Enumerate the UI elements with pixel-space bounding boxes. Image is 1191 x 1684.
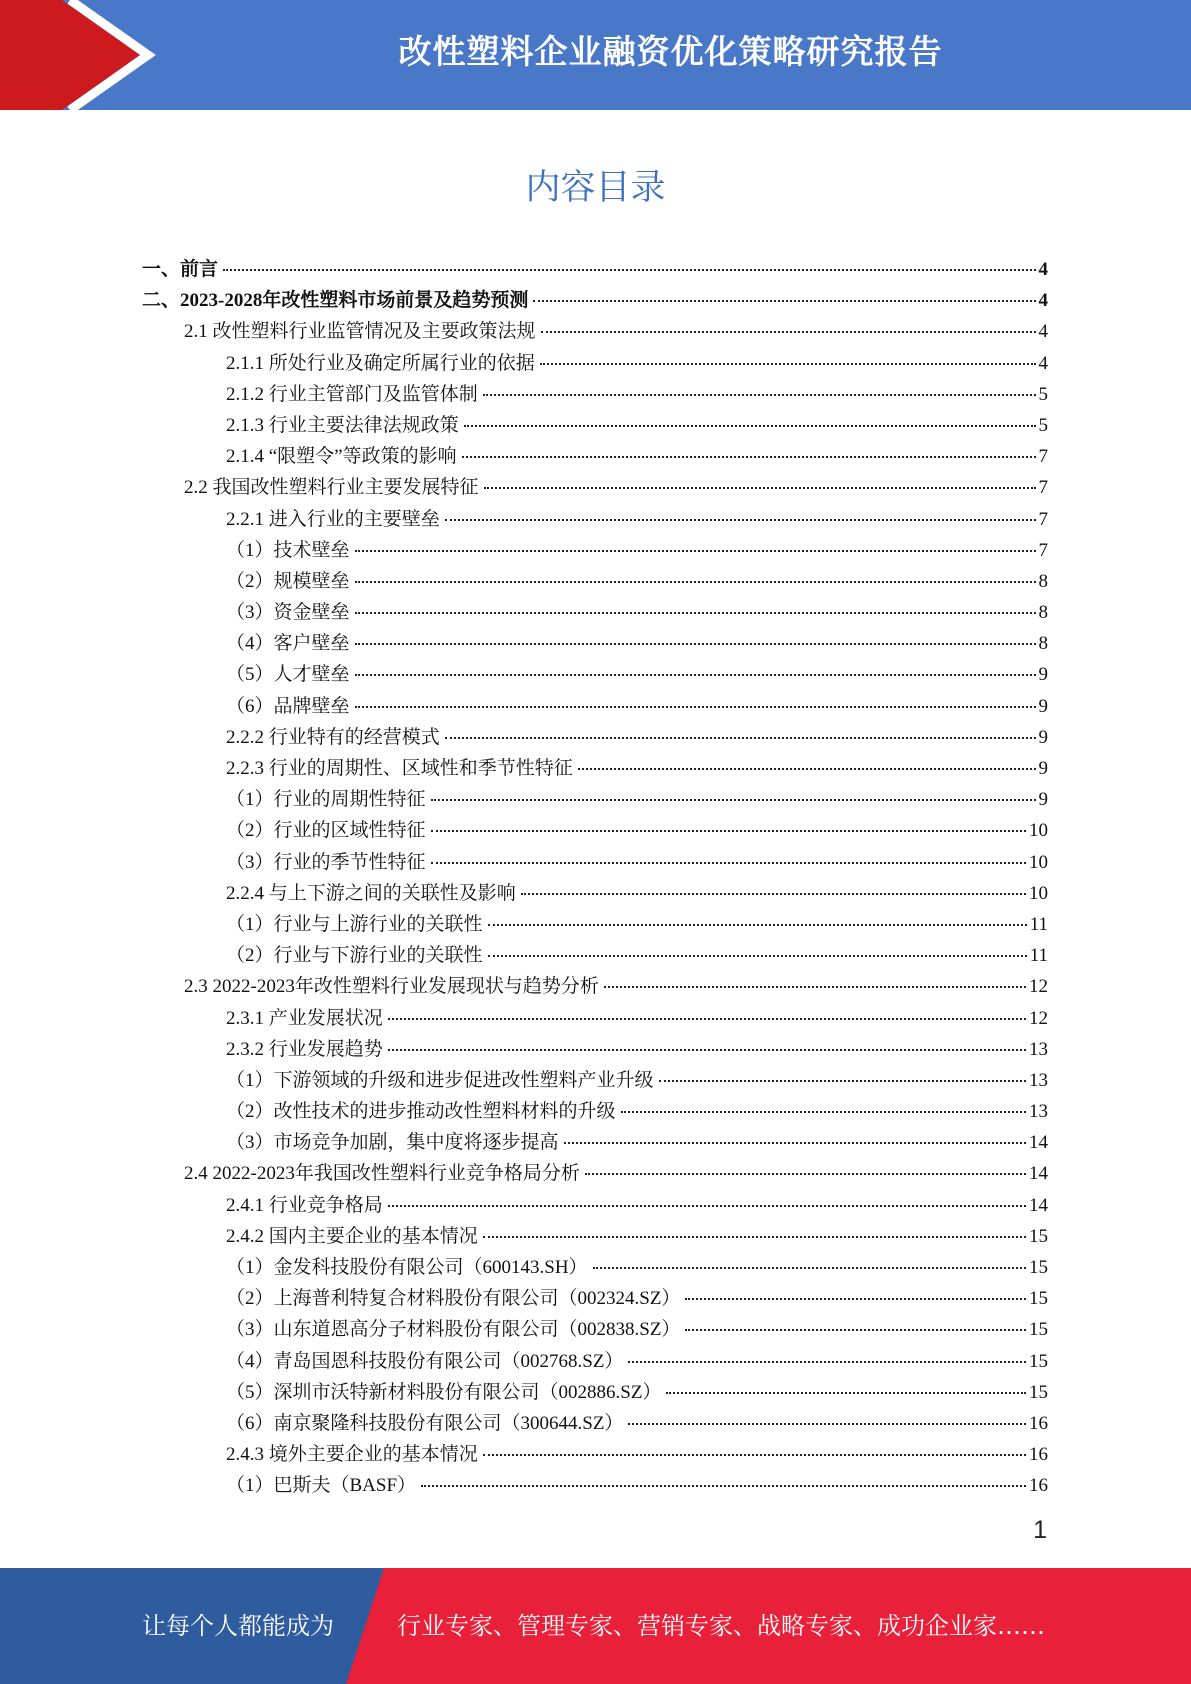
toc-entry-page: 13 [1029,1069,1048,1091]
toc-entry-title: （1）巴斯夫（BASF） [226,1475,417,1497]
toc-entry[interactable] [142,1314,1048,1345]
toc-entry-page: 16 [1029,1444,1048,1466]
toc-entry-page: 15 [1029,1225,1048,1247]
toc-entry-page: 10 [1029,820,1048,842]
toc-entry-page: 7 [1038,508,1048,530]
toc-entry[interactable] [142,316,1048,347]
toc-dot-leader [585,1173,1026,1175]
toc-entry-title: （3）行业的季节性特征 [226,851,426,873]
toc-entry-page: 7 [1038,446,1048,468]
toc-entry[interactable] [142,847,1048,878]
report-title: 改性塑料企业融资优化策略研究报告 [398,32,943,71]
toc-entry-title: 2.1.3 行业主要法律法规政策 [226,414,459,436]
toc-entry-page: 16 [1029,1412,1048,1434]
toc-entry-page: 9 [1038,758,1048,779]
header-banner [0,0,1191,110]
toc-dot-leader [445,519,1036,521]
toc-entry[interactable] [142,441,1048,472]
toc-dot-leader [488,924,1027,926]
toc-dot-leader [445,737,1036,739]
toc-entry[interactable] [142,254,1048,285]
toc-entry-page: 10 [1029,882,1048,904]
toc-dot-leader [388,1049,1026,1051]
toc-entry-page: 5 [1038,383,1048,405]
toc-entry-title: （1）金发科技股份有限公司（600143.SH） [226,1257,588,1278]
toc-entry[interactable] [142,1252,1048,1283]
toc-entry-title: 2.1.1 所处行业及确定所属行业的依据 [226,352,535,374]
toc-entry[interactable] [142,815,1048,846]
toc-entry-title: （4）客户壁垒 [226,633,350,655]
toc-entry-title: 2.4.3 境外主要企业的基本情况 [226,1444,478,1466]
toc-entry[interactable] [142,878,1048,909]
toc-entry[interactable] [142,566,1048,597]
toc-entry-page: 14 [1029,1132,1048,1154]
toc-dot-leader [540,363,1036,365]
toc-dot-leader [431,862,1026,864]
toc-entry-title: （2）改性技术的进步推动改性塑料材料的升级 [226,1101,616,1123]
toc-entry-title: （3）山东道恩高分子材料股份有限公司（002838.SZ） [226,1319,681,1341]
toc-entry-title: （2）行业与下游行业的关联性 [226,945,483,967]
toc-entry-title: （3）市场竞争加剧，集中度将逐步提高 [226,1132,559,1154]
toc-dot-leader [421,1485,1026,1487]
toc-entry-title: 2.3.2 行业发展趋势 [226,1038,383,1060]
toc-entry-title: 2.4 2022-2023年我国改性塑料行业竞争格局分析 [184,1163,580,1185]
toc-entry[interactable] [142,1377,1048,1408]
toc-entry-title: 一、前言 [142,259,219,280]
toc-entry-page: 9 [1038,789,1048,811]
toc-entry-page: 9 [1038,726,1048,748]
toc-entry[interactable] [142,1221,1048,1252]
toc-dot-leader [541,331,1036,333]
toc-dot-leader [462,456,1036,458]
toc-entry-title: （1）行业的周期性特征 [226,789,426,811]
toc-entry[interactable] [142,1034,1048,1065]
toc-dot-leader [533,300,1035,302]
toc-dot-leader [564,1142,1026,1144]
toc-entry-page: 4 [1038,290,1048,312]
toc-entry-title: 2.4.1 行业竞争格局 [226,1194,383,1216]
toc-entry[interactable] [142,535,1048,566]
toc-entry-page: 4 [1038,352,1048,374]
footer-slogan-right: 行业专家、管理专家、营销专家、战略专家、成功企业家…… [397,1612,1045,1640]
toc-entry[interactable] [142,1346,1048,1377]
toc-entry[interactable] [142,597,1048,628]
toc-entry-page: 5 [1038,414,1048,436]
toc-entry[interactable] [142,1158,1048,1189]
toc-entry-page: 15 [1029,1350,1048,1372]
toc-entry[interactable] [142,659,1048,690]
toc-dot-leader [355,706,1036,708]
toc-entry-title: 2.1.4 “限塑令”等政策的影响 [226,446,457,468]
toc-entry-title: （4）青岛国恩科技股份有限公司（002768.SZ） [226,1350,624,1372]
toc-entry-page: 13 [1029,1038,1048,1060]
toc-entry-page: 11 [1029,945,1048,967]
toc-dot-leader [355,581,1036,583]
toc-dot-leader [223,269,1035,271]
toc-entry-title: （6）品牌壁垒 [226,695,350,717]
toc-entry-page: 7 [1038,539,1048,561]
toc-dot-leader [388,1018,1026,1020]
toc-entry-page: 15 [1029,1288,1048,1310]
toc-dot-leader [355,612,1036,614]
toc-entry[interactable] [142,1408,1048,1439]
table-of-contents [142,254,1048,1502]
toc-entry[interactable] [142,784,1048,815]
toc-dot-leader [604,986,1026,988]
toc-entry-title: （1）技术壁垒 [226,539,350,561]
toc-dot-leader [355,674,1036,676]
toc-entry-title: （5）人才壁垒 [226,664,350,686]
toc-entry-title: 2.2.1 进入行业的主要壁垒 [226,508,440,530]
toc-entry[interactable] [142,753,1048,784]
toc-entry-page: 10 [1029,851,1048,873]
toc-entry[interactable] [142,691,1048,722]
toc-dot-leader [464,425,1036,427]
toc-entry[interactable] [142,1065,1048,1096]
toc-dot-leader [388,1205,1026,1207]
toc-dot-leader [685,1329,1026,1331]
toc-entry-page: 14 [1029,1194,1048,1216]
toc-entry-page: 9 [1038,664,1048,686]
toc-dot-leader [484,487,1036,489]
toc-entry-title: （2）行业的区域性特征 [226,820,426,842]
toc-dot-leader [578,768,1036,770]
toc-entry-title: 2.3.1 产业发展状况 [226,1007,383,1029]
toc-dot-leader [666,1392,1026,1394]
toc-entry-title: 2.2.3 行业的周期性、区域性和季节性特征 [226,758,573,779]
toc-entry[interactable] [142,1283,1048,1314]
toc-dot-leader [621,1111,1026,1113]
toc-entry-title: （6）南京聚隆科技股份有限公司（300644.SZ） [226,1412,624,1434]
toc-entry-title: （3）资金壁垒 [226,602,350,624]
toc-entry-title: （5）深圳市沃特新材料股份有限公司（002886.SZ） [226,1381,662,1403]
toc-entry-page: 4 [1038,321,1048,343]
toc-dot-leader [355,550,1036,552]
toc-entry-title: 2.1.2 行业主管部门及监管体制 [226,383,478,405]
toc-heading: 内容目录 [525,168,666,208]
toc-dot-leader [685,1298,1026,1300]
toc-entry-page: 12 [1029,1007,1048,1029]
toc-dot-leader [431,799,1036,801]
toc-dot-leader [628,1423,1026,1425]
toc-entry[interactable] [142,348,1048,379]
toc-dot-leader [483,1454,1026,1456]
toc-entry[interactable] [142,379,1048,410]
toc-entry-page: 15 [1029,1319,1048,1341]
toc-entry[interactable] [142,628,1048,659]
toc-entry-title: 2.4.2 国内主要企业的基本情况 [226,1225,478,1247]
toc-entry-title: 2.2.4 与上下游之间的关联性及影响 [226,882,516,904]
toc-dot-leader [628,1361,1026,1363]
toc-entry-title: （1）行业与上游行业的关联性 [226,913,483,935]
toc-entry-title: 2.2.2 行业特有的经营模式 [226,726,440,748]
toc-entry-title: （2）规模壁垒 [226,570,350,592]
toc-entry[interactable] [142,472,1048,503]
toc-entry[interactable] [142,285,1048,316]
toc-entry-page: 12 [1029,976,1048,998]
toc-dot-leader [521,893,1026,895]
toc-entry-title: 2.1 改性塑料行业监管情况及主要政策法规 [184,321,536,343]
toc-entry-page: 16 [1029,1475,1048,1497]
footer-slogan-left: 让每个人都能成为 [142,1612,334,1640]
toc-entry-title: 二、2023-2028年改性塑料市场前景及趋势预测 [142,290,529,312]
toc-dot-leader [431,830,1026,832]
red-arrow-icon [0,0,160,110]
toc-entry-title: 2.3 2022-2023年改性塑料行业发展现状与趋势分析 [184,976,599,998]
toc-entry-page: 4 [1038,259,1048,280]
toc-entry[interactable] [142,1190,1048,1221]
toc-entry-page: 8 [1038,570,1048,592]
toc-entry[interactable] [142,1003,1048,1034]
toc-entry[interactable] [142,1096,1048,1127]
toc-entry-page: 8 [1038,633,1048,655]
toc-entry-page: 8 [1038,602,1048,624]
toc-dot-leader [659,1080,1026,1082]
toc-entry[interactable] [142,1127,1048,1158]
toc-entry[interactable] [142,909,1048,940]
toc-entry[interactable] [142,1470,1048,1501]
toc-entry-page: 13 [1029,1101,1048,1123]
toc-dot-leader [488,955,1027,957]
toc-entry-title: （2）上海普利特复合材料股份有限公司（002324.SZ） [226,1288,681,1310]
toc-dot-leader [483,1236,1026,1238]
toc-dot-leader [483,394,1036,396]
toc-entry-page: 15 [1029,1257,1048,1278]
toc-dot-leader [593,1267,1026,1269]
footer-banner [0,1568,1191,1684]
toc-entry-page: 15 [1029,1381,1048,1403]
toc-entry[interactable] [142,410,1048,441]
toc-entry-page: 7 [1038,477,1048,499]
toc-entry[interactable] [142,1439,1048,1470]
toc-entry[interactable] [142,722,1048,753]
toc-entry-title: 2.2 我国改性塑料行业主要发展特征 [184,477,479,499]
toc-entry-title: （1）下游领域的升级和进步促进改性塑料产业升级 [226,1069,654,1091]
page-number: 1 [1033,1516,1047,1544]
toc-dot-leader [355,643,1036,645]
toc-entry[interactable] [142,504,1048,535]
toc-entry-page: 14 [1029,1163,1048,1185]
toc-entry[interactable] [142,940,1048,971]
toc-entry-page: 9 [1038,695,1048,717]
toc-entry[interactable] [142,971,1048,1002]
toc-entry-page: 11 [1029,913,1048,935]
